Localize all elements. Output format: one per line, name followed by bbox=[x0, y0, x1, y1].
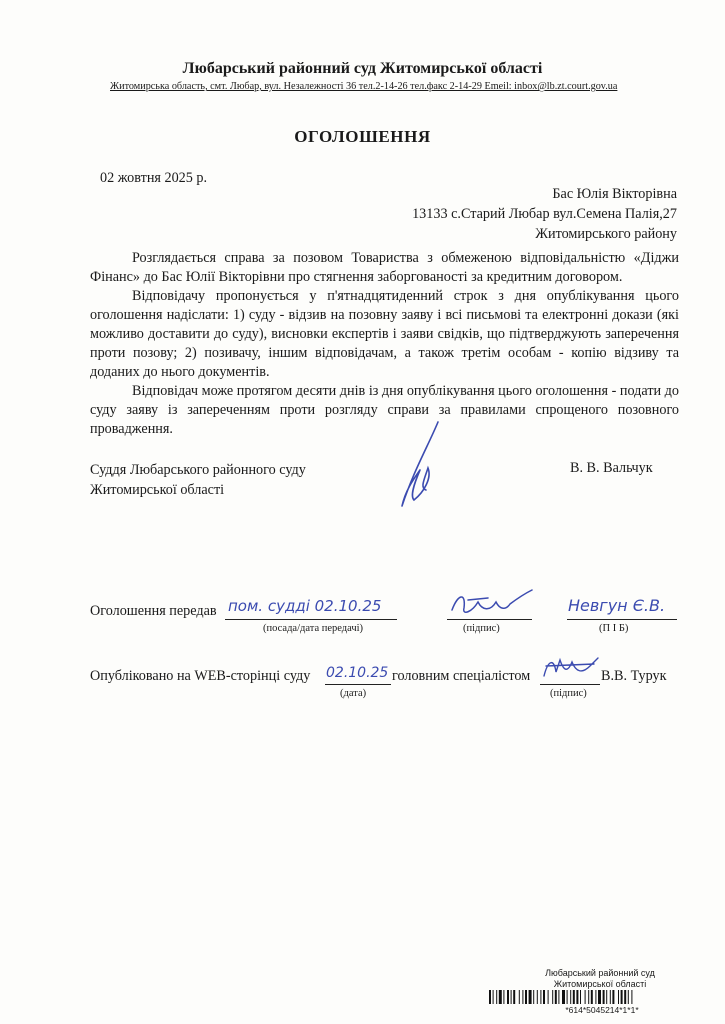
judge-name: В. В. Вальчук bbox=[570, 460, 653, 476]
publication-signature bbox=[538, 652, 602, 682]
stamp-line2: Житомирської області bbox=[553, 979, 647, 989]
document-date: 02 жовтня 2025 р. bbox=[100, 170, 208, 186]
transfer-label: Оголошення передав bbox=[90, 603, 217, 619]
document-title: ОГОЛОШЕННЯ bbox=[294, 127, 431, 146]
transfer-handwritten-name: Невгун Є.В. bbox=[568, 596, 666, 615]
body-paragraph-1: Розглядається справа за позовом Товариства з обмеженою відповідальністю «Діджи Фінанс» до Бас Юлії Вікторівни про стягнення заборгованості за кредитним договором. bbox=[90, 250, 679, 285]
announcement-body bbox=[90, 249, 679, 439]
barcode bbox=[489, 990, 715, 1004]
stamp-line1: Любарський районний суд bbox=[545, 968, 655, 978]
publication-caption-signature: (підпис) bbox=[550, 688, 587, 699]
transfer-caption-name: (П І Б) bbox=[599, 623, 629, 634]
recipient-block bbox=[377, 184, 677, 244]
transfer-caption-signature: (підпис) bbox=[463, 623, 500, 634]
publication-handwritten-date: 02.10.25 bbox=[326, 665, 389, 681]
publication-name: В.В. Турук bbox=[601, 668, 667, 684]
court-address: Житомирська область, смт. Любар, вул. Незалежності 36 тел.2-14-26 тел.факс 2-14-29 Emeil: inbox@lb.zt.court.gov.ua bbox=[110, 81, 618, 92]
judge-signature bbox=[380, 418, 460, 510]
publication-label2: головним спеціалістом bbox=[392, 668, 531, 684]
judge-position-line1: Суддя Любарського районного суду bbox=[90, 462, 306, 478]
recipient-name: Бас Юлія Вікторівна bbox=[552, 186, 677, 202]
transfer-name-line bbox=[567, 619, 677, 620]
transfer-signature bbox=[448, 588, 540, 622]
publication-caption-date: (дата) bbox=[340, 688, 367, 699]
judge-position bbox=[90, 460, 306, 500]
recipient-address-line2: Житомирського району bbox=[535, 226, 677, 242]
transfer-caption-position-date: (посада/дата передачі) bbox=[263, 623, 364, 634]
recipient-address-line1: 13133 с.Старий Любар вул.Семена Палія,27 bbox=[412, 206, 677, 222]
judge-position-line2: Житомирської області bbox=[90, 482, 225, 498]
transfer-date-line bbox=[225, 619, 397, 620]
barcode-number: *614*5045214*1*1* bbox=[565, 1005, 639, 1015]
publication-signature-line bbox=[540, 684, 600, 685]
body-paragraph-2: Відповідачу пропонується у п'ятнадцятиденний строк з дня опублікування цього оголошення надіслати: 1) суду - відзив на позовну заяву і всі письмові та електронні докази (які можливо доставити до суду), висновки експертів і заяви свідків, що підтверджують заперечення проти позову; 2) позивачу, іншим відповідачам, а також третім особам - копію відзиву та доданих до нього документів. bbox=[90, 288, 679, 380]
court-name: Любарський районний суд Житомирської області bbox=[182, 60, 543, 77]
publication-date-line bbox=[325, 684, 391, 685]
body-paragraph-3: Відповідач може протягом десяти днів із дня опублікування цього оголошення - подати до суду заяву із запереченням проти розгляду справи за правилами спрощеного позовного провадження. bbox=[90, 383, 679, 437]
publication-label: Опубліковано на WEB-сторінці суду bbox=[90, 668, 311, 684]
transfer-handwritten-position-date: пом. судді 02.10.25 bbox=[228, 597, 382, 615]
